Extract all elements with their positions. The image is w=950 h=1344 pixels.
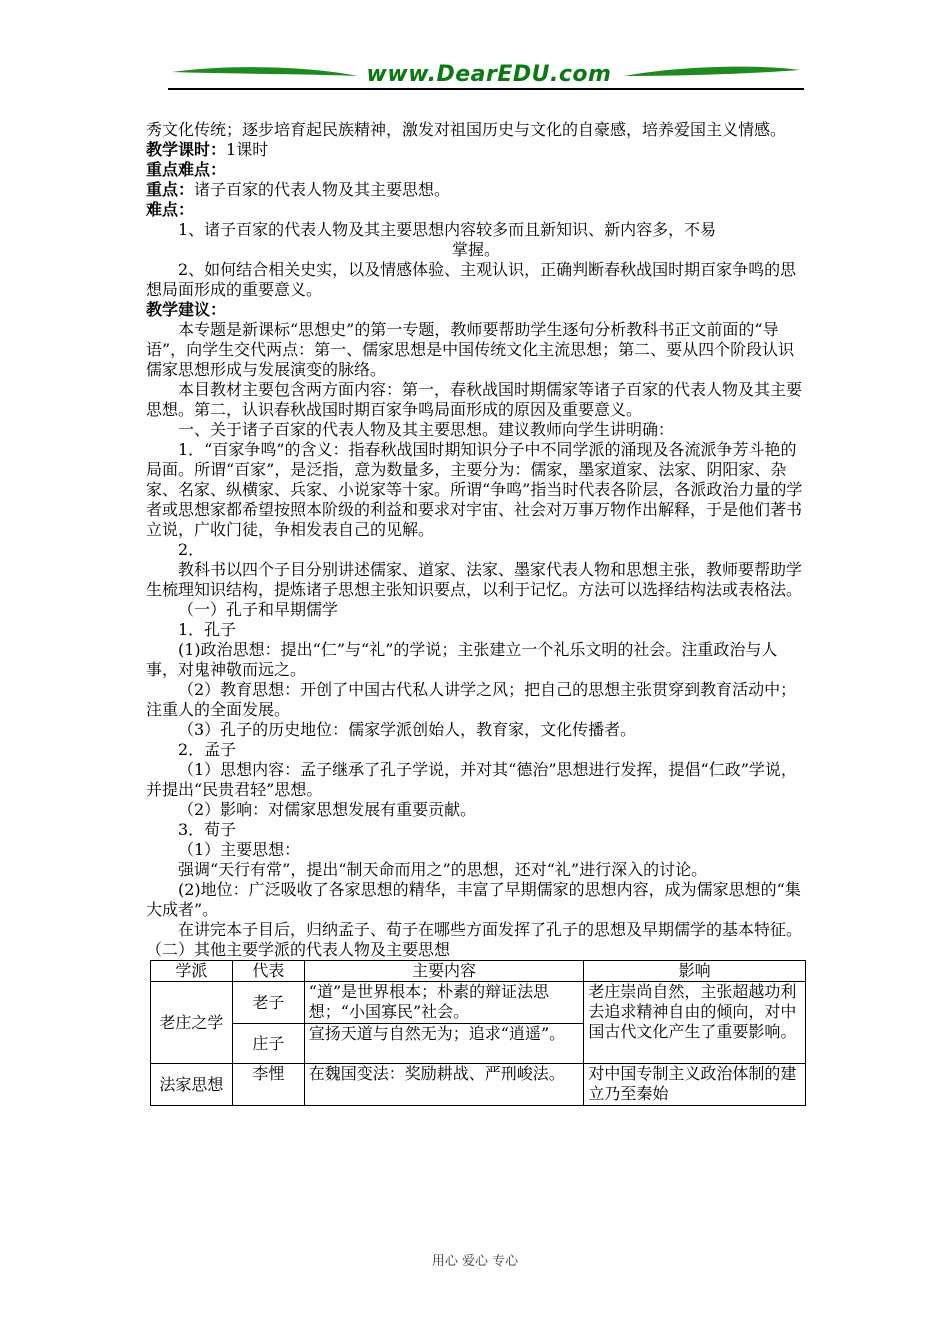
representative-cell: 李悝 [232, 1064, 304, 1106]
paragraph: 本目教材主要包含两方面内容：第一，春秋战国时期儒家等诸子百家的代表人物及其主要思想。第二，认识春秋战国时期百家争鸣局面形成的原因及重要意义。 [146, 380, 803, 419]
confucius-title: 1．孔子 [178, 620, 237, 639]
paragraph: （2）影响：对儒家思想发展有重要贡献。 [178, 800, 477, 819]
influence-cell: 老庄崇尚自然，主张超越功利去追求精神自由的倾向，对中国古代文化产生了重要影响。 [584, 982, 806, 1064]
header-rule [168, 88, 804, 90]
school-cell: 老庄之学 [151, 982, 233, 1064]
schools-table [150, 960, 806, 1106]
difficulty-item-2: 2、如何结合相关史实，以及情感体验、主观认识，正确判断春秋战国时期百家争鸣的思想局面形成的重要意义。 [146, 260, 797, 299]
paragraph: 秀文化传统；逐步培育起民族精神，激发对祖国历史与文化的自豪感，培养爱国主义情感。 [146, 120, 787, 139]
focus-value: 诸子百家的代表人物及其主要思想。 [194, 180, 451, 199]
content-cell: “道”是世界根本；朴素的辩证法思想；“小国寡民”社会。 [304, 982, 584, 1024]
mencius-title: 2．孟子 [178, 740, 237, 759]
table-header-cell: 影响 [584, 961, 806, 982]
document-body [146, 120, 806, 1106]
subsection-heading: （一）孔子和早期儒学 [178, 600, 339, 619]
site-logo[interactable]: www.DearEDU.com [366, 62, 612, 87]
table-row [151, 1064, 806, 1106]
school-cell: 法家思想 [151, 1064, 233, 1106]
paragraph: (2)地位：广泛吸收了各家思想的精华，丰富了早期儒家的思想内容，成为儒家思想的“集大成者”。 [146, 880, 801, 919]
section-heading: 一、关于诸子百家的代表人物及其主要思想。建议教师向学生讲明确： [178, 420, 675, 439]
influence-cell: 对中国专制主义政治体制的建立乃至秦始 [584, 1064, 806, 1106]
class-hours-line [146, 140, 806, 160]
table-header-cell: 主要内容 [304, 961, 584, 982]
content-cell: 在魏国变法：奖励耕战、严刑峻法。 [304, 1064, 584, 1106]
difficulty-label: 难点： [146, 200, 195, 219]
xunzi-title: 3．荀子 [178, 820, 237, 839]
paragraph: (1)政治思想：提出“仁”与“礼”的学说；主张建立一个礼乐文明的社会。注重政治与人事，对鬼神敬而远之。 [146, 640, 778, 679]
representative-cell: 庄子 [232, 1024, 304, 1064]
content-cell: 宣扬天道与自然无为；追求“逍遥”。 [304, 1024, 584, 1064]
paragraph: （1）主要思想： [178, 840, 301, 859]
class-hours-value: 1课时 [226, 140, 269, 159]
representative-cell: 老子 [232, 982, 304, 1024]
table-header-cell: 代表 [232, 961, 304, 982]
paragraph: （3）孔子的历史地位：儒家学派创始人，教育家，文化传播者。 [178, 720, 637, 739]
page-header [168, 60, 804, 90]
difficulty-item-1-cont: 掌握。 [451, 240, 500, 259]
subsection-heading: （二）其他主要学派的代表人物及主要思想 [146, 940, 451, 959]
focus-difficulty-heading: 重点难点： [146, 160, 227, 179]
paragraph: 本专题是新课标“思想史”的第一专题，教师要帮助学生逐句分析教科书正文前面的“导语”，向学生交代两点：第一、儒家思想是中国传统文化主流思想；第二、要从四个阶段认识儒家思想形成与发展演变的脉络。 [146, 320, 795, 379]
suggestion-heading: 教学建议： [146, 300, 227, 319]
paragraph: 教科书以四个子目分别讲述儒家、道家、法家、墨家代表人物和思想主张，教师要帮助学生梳理知识结构，提炼诸子思想主张知识要点，以利于记忆。方法可以选择结构法或表格法。 [146, 560, 803, 599]
table-header-row [151, 961, 806, 982]
focus-line [146, 180, 806, 200]
paragraph: （1）思想内容：孟子继承了孔子学说，并对其“德治”思想进行发挥，提倡“仁政”学说，并提出“民贵君轻”思想。 [146, 760, 797, 799]
paragraph: 1．“百家争鸣”的含义：指春秋战国时期知识分子中不同学派的涌现及各流派争芳斗艳的局面。所谓“百家”，是泛指，意为数量多，主要分为：儒家，墨家道家、法家、阴阳家、杂家、名家、纵横家、兵家、小说家等十家。所谓“争鸣”指当时代表各阶层，各派政治力量的学者或思想家都希望按照本阶级的利益和要求对宇宙、社会对万事万物作出解释，于是他们著书立说，广收门徒，争相发表自己的见解。 [146, 440, 803, 539]
focus-label: 重点： [146, 180, 195, 199]
paragraph: （2）教育思想：开创了中国古代私人讲学之风；把自己的思想主张贯穿到教育活动中；注重人的全面发展。 [146, 680, 797, 719]
difficulty-item-1: 1、诸子百家的代表人物及其主要思想内容较多而且新知识、新内容多，不易 [178, 220, 717, 239]
class-hours-label: 教学课时： [146, 140, 227, 159]
table-header-cell: 学派 [151, 961, 233, 982]
point-number: 2． [178, 540, 205, 559]
page-footer: 用心 爱心 专心 [431, 1254, 519, 1269]
paragraph: 强调“天行有常”，提出“制天命而用之”的思想，还对“礼”进行深入的讨论。 [178, 860, 708, 879]
paragraph: 在讲完本子目后，归纳孟子、荀子在哪些方面发挥了孔子的思想及早期儒学的基本特征。 [178, 920, 803, 939]
table-row [151, 982, 806, 1024]
